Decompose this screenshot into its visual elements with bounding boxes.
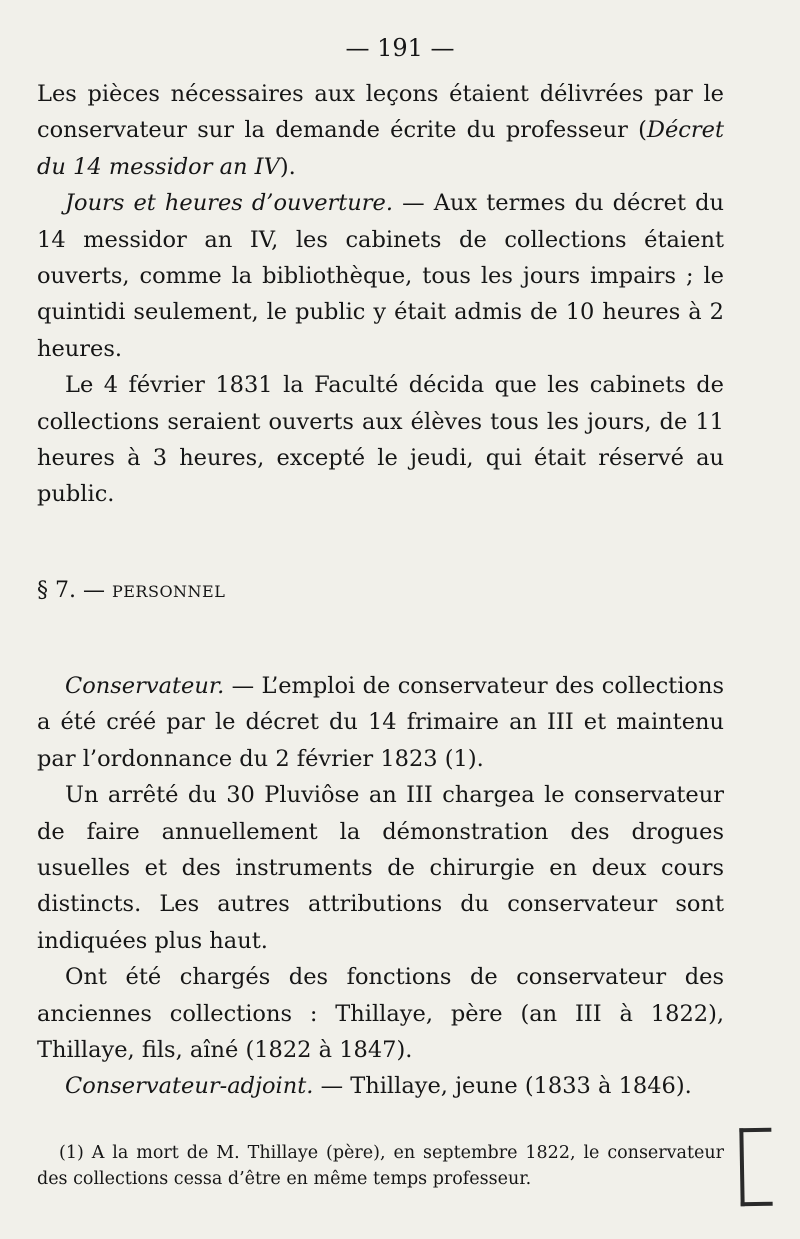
subheading-conservateur: Conservateur. xyxy=(65,672,225,699)
subheading-adjoint: Conservateur-adjoint. xyxy=(65,1073,314,1100)
paragraph-arrete: Un arrêté du 30 Pluviôse an III chargea le conservateur de faire annuellement la démonstration des drogues usuelles et des instruments de chirurgie en deux cours distincts. Les autres attributions du conservateur sont indiquées plus haut. xyxy=(37,782,724,954)
decree-citation: Décret du 14 messidor an IV xyxy=(37,117,724,180)
paragraph-charges: Ont été chargés des fonctions de conservateur des anciennes collections : Thillaye, père (an III à 1822), Thillaye, fils, aîné (1822 à 1847). xyxy=(37,964,724,1063)
paragraph-conservateur: Conservateur. — L’emploi de conservateur des collections a été créé par le décret du 14 frimaire an III et maintenu par l’ordonnance du 2 février 1823 (1). xyxy=(37,672,724,772)
bracket-mark-icon xyxy=(739,1128,772,1207)
section-title: PERSONNEL xyxy=(111,581,226,601)
paragraph-1831: Le 4 février 1831 la Faculté décida que les cabinets de collections seraient ouverts aux élèves tous les jours, de 11 heures à 3 heures, excepté le jeudi, qui était réservé au public. xyxy=(37,372,724,508)
subheading-opening-hours: Jours et heures d’ouverture. xyxy=(65,190,394,217)
page-number: — 191 — xyxy=(345,34,455,62)
paragraph-pieces: Les pièces nécessaires aux leçons étaient délivrées par le conservateur sur la demande écrite du professeur (Décret du 14 messidor an IV). xyxy=(37,81,724,180)
body-text xyxy=(37,76,724,1105)
footnote: (1) A la mort de M. Thillaye (père), en septembre 1822, le conservateur des collections cessa d’être en même temps professeur. xyxy=(37,1143,724,1189)
section-heading xyxy=(37,573,724,610)
paragraph-opening-hours: Jours et heures d’ouverture. — Aux termes du décret du 14 messidor an IV, les cabinets de collections étaient ouverts, comme la bibliothèque, tous les jours impairs ; le quintidi seulement, le public y était admis de 10 heures à 2 heures. xyxy=(37,190,725,362)
section-number: § 7. — xyxy=(37,577,112,603)
paragraph-adjoint: Conservateur-adjoint. — Thillaye, jeune (1833 à 1846). xyxy=(65,1073,692,1100)
